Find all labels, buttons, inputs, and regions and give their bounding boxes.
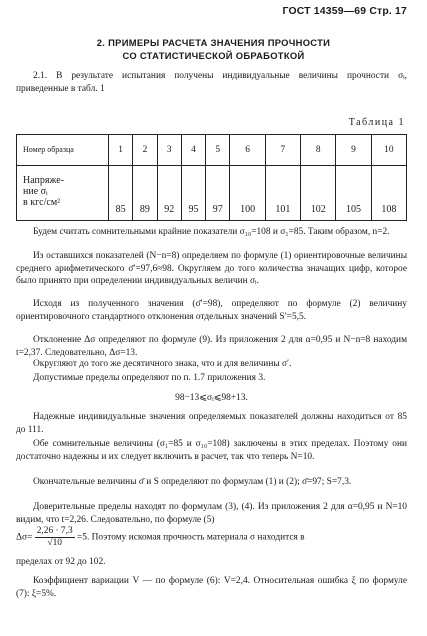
paragraph-mean-estimate: Из оставшихся показателей (N−n=8) определяем по формуле (1) ориентировочные величины среднего арифметического σ̄′=97,6≈98. Округляем до того количества значащих цифр, которое было принято при определении индивидуальных величин σᵢ. [16,251,407,287]
table-cell: 85 [109,166,133,221]
table-cell: 101 [265,166,300,221]
table-row-sample-numbers [17,135,407,166]
table-cell: 3 [157,135,181,166]
table-cell: 102 [301,166,336,221]
paragraph-rounding: Округляют до того же десятичного знака, что и для величины σ′. [33,359,292,369]
table-header-stress [17,166,109,221]
table-cell: 2 [133,135,157,166]
paragraph-limits: Допустимые пределы определяют по п. 1.7 приложения 3. [33,373,266,383]
table-caption: Таблица 1 [348,117,405,128]
section-title [0,36,427,62]
table-cell: 108 [371,166,406,221]
table-row-stress-values [17,166,407,221]
paragraph-doubtful-included: Обе сомнительные величины (σ₁=85 и σ₁₀=108) заключены в этих пределах. Поэтому они достаточно надежны и их следует включить в расчет, так что теперь N=10. [16,439,407,462]
table-cell: 95 [181,166,205,221]
paragraph-doubtful-values: Будем считать сомнительными крайние показатели σ₁₀=108 и σ₁=85. Таким образом, n=2. [33,227,390,237]
table-cell: 6 [230,135,265,166]
table-header-stress-line-2: ние σᵢ [23,186,48,197]
paragraph-deviation: Отклонение Δσ определяют по формуле (9). Из приложения 2 для α=0,95 и N−n=8 находим t=2,37. Следовательно, Δσ=13. [16,335,407,358]
paragraph-2-1: 2.1. В результате испытания получены индивидуальные величины прочности σᵢ, приведенные в табл. 1 [16,71,407,94]
table-cell: 92 [157,166,181,221]
formula-delta-sigma-lhs: Δσ= [16,532,33,543]
formula-limits: 98−13⩽σᵢ⩽98+13. [175,393,248,403]
paragraph-reliable-values: Надежные индивидуальные значения определяемых показателей должны находиться от 85 до 111. [16,412,407,435]
table-cell: 100 [230,166,265,221]
table-header-stress-line-1: Напряже- [23,175,65,186]
formula-fraction [35,526,75,549]
table-cell: 1 [109,135,133,166]
table-cell: 97 [206,166,230,221]
table-header-sample-number: Номер образца [17,135,109,166]
table-cell: 89 [133,166,157,221]
table-cell: 5 [206,135,230,166]
table-cell: 9 [336,135,371,166]
page-header: ГОСТ 14359—69 Стр. 17 [282,6,407,17]
paragraph-std-estimate: Исходя из полученного значения (σ̄′=98), определяют по формуле (2) величину ориентировочного стандартного отклонения отдельных значений S′=5,5. [16,299,407,322]
section-title-line-2: СО СТАТИСТИЧЕСКОЙ ОБРАБОТКОЙ [122,50,305,61]
table-cell: 4 [181,135,205,166]
table-cell: 105 [336,166,371,221]
paragraph-confidence-limits: Доверительные пределы находят по формулам (3), (4). Из приложения 2 для α=0,95 и N=10 видим, что t=2,26. Следовательно, по формуле (5) [16,502,407,525]
table-header-stress-line-3: в кгс/см² [23,197,61,208]
paragraph-range: пределах от 92 до 102. [16,557,106,567]
table-cell: 10 [371,135,406,166]
formula-delta-sigma-rhs: =5. Поэтому искомая прочность материала σ находится в [77,532,305,543]
paragraph-final-values: Окончательные величины σ̄ и S определяют по формулам (1) и (2); σ̄=97; S=7,3. [33,477,352,487]
formula-numerator: 2,26 · 7,3 [36,526,73,536]
section-title-line-1: 2. ПРИМЕРЫ РАСЧЕТА ЗНАЧЕНИЯ ПРОЧНОСТИ [96,37,331,48]
table-cell: 7 [265,135,300,166]
formula-denominator: √10 [47,538,62,548]
paragraph-variation: Коэффициент вариации V — по формуле (6): V=2,4. Относительная ошибка ξ по формуле (7): ξ=5%. [16,576,407,599]
formula-delta-sigma [16,526,407,549]
table-cell: 8 [301,135,336,166]
strength-table [16,134,407,221]
